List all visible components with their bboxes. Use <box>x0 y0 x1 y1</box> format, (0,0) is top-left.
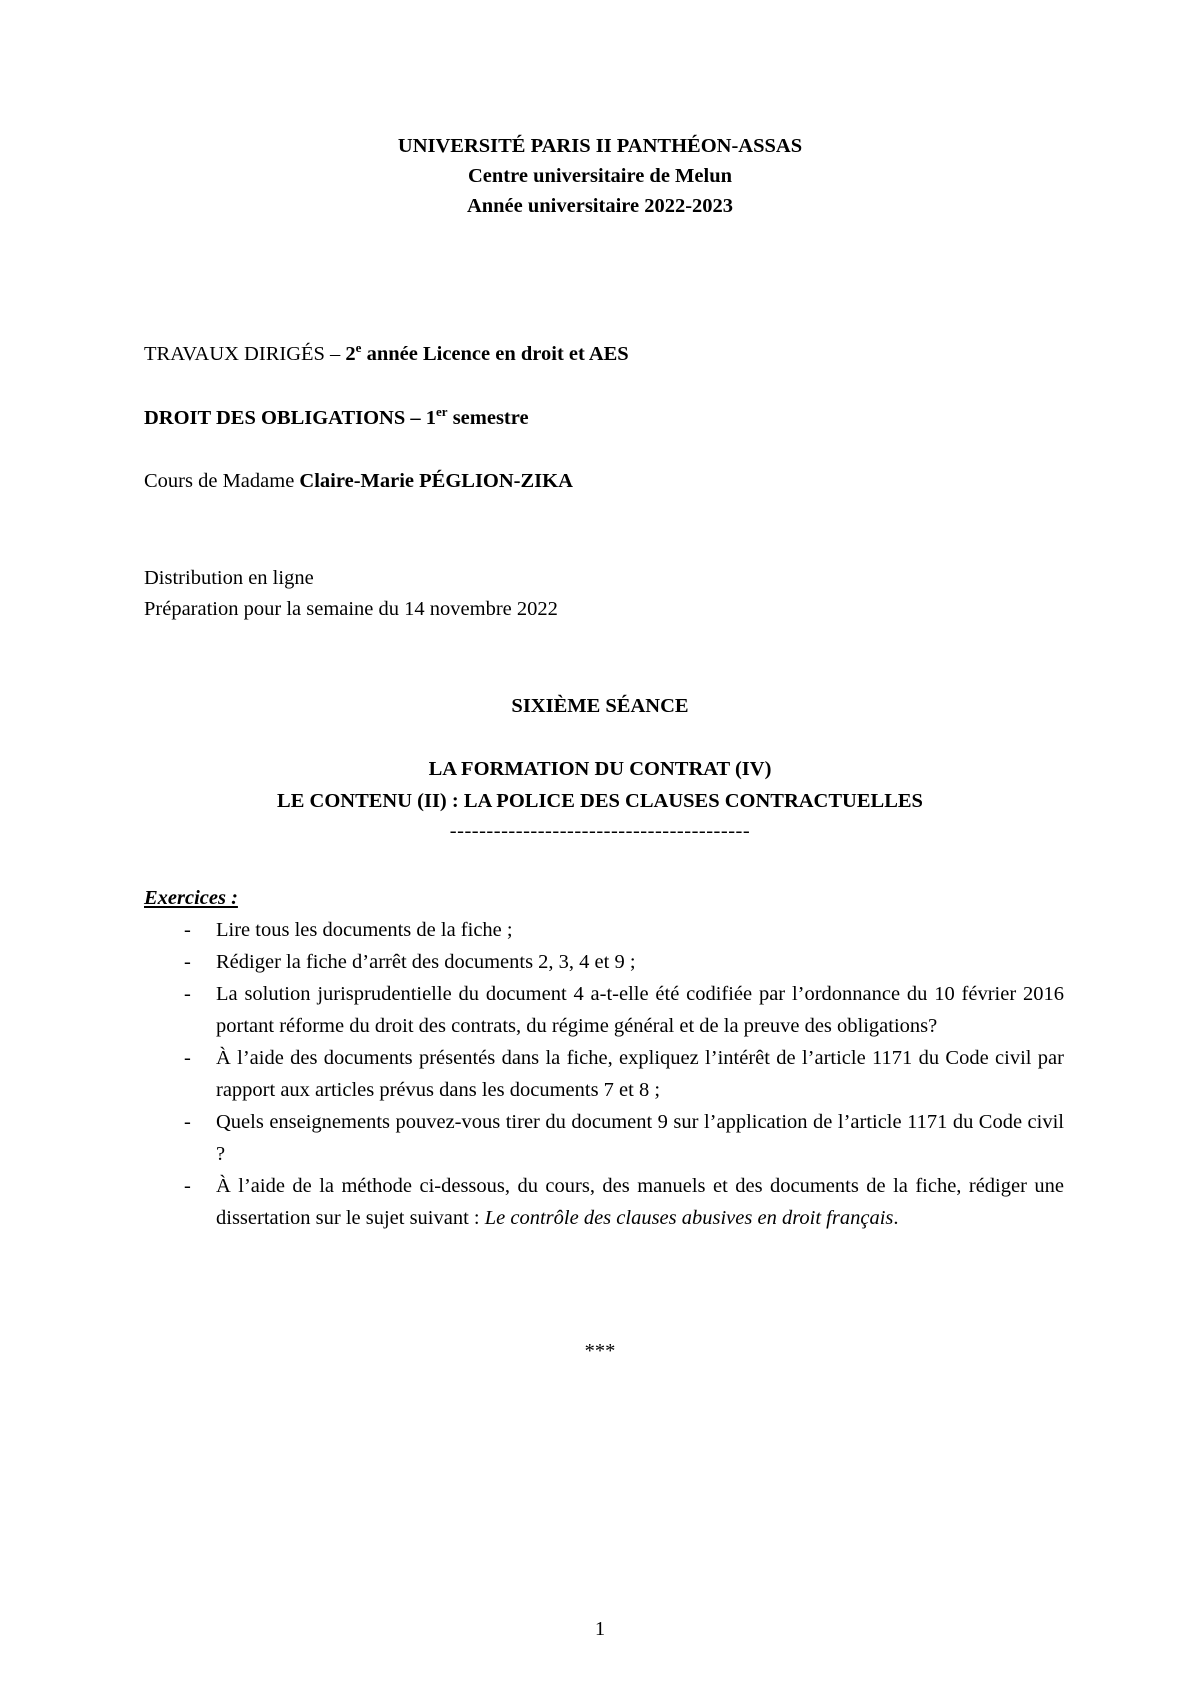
list-item-text: À l’aide des documents présentés dans la fiche, expliquez l’intérêt de l’article 1171 du Code civil par rapport aux articles prévus dans les documents 7 et 8 ; <box>216 1047 1064 1101</box>
academic-year: Année universitaire 2022-2023 <box>466 195 734 217</box>
page-number: 1 <box>594 1618 606 1640</box>
exercises-section <box>144 882 1064 1229</box>
list-item-text: Quels enseignements pouvez-vous tirer du document 9 sur l’application de l’article 1171 du Code civil ? <box>216 1111 1064 1165</box>
preparation-date: Préparation pour la semaine du 14 novembre 2022 <box>144 598 558 620</box>
td-sup: e <box>355 340 362 356</box>
teacher-prefix: Cours de Madame <box>144 470 300 492</box>
list-item-end: . <box>893 1207 899 1229</box>
bullet-dash: - <box>184 1047 191 1069</box>
teacher-name: Claire-Marie PÉGLION-ZIKA <box>299 470 573 492</box>
dissertation-subject: Le contrôle des clauses abusives en droit français <box>484 1207 894 1229</box>
bullet-dash: - <box>184 1111 191 1133</box>
university-name: UNIVERSITÉ PARIS II PANTHÉON-ASSAS <box>397 135 803 157</box>
list-item <box>144 1170 1064 1234</box>
td-rest: année Licence en droit et AES <box>361 343 629 365</box>
td-num: 2 <box>345 343 356 365</box>
distribution-mode: Distribution en ligne <box>144 567 314 589</box>
teacher-line <box>144 465 573 497</box>
bullet-dash: - <box>184 951 191 973</box>
list-item <box>144 978 1064 1042</box>
list-item <box>144 1042 1064 1106</box>
seance-title-2: LE CONTENU (II) : LA POLICE DES CLAUSES CONTRACTUELLES <box>277 790 923 812</box>
centre-name: Centre universitaire de Melun <box>468 165 732 187</box>
bullet-dash: - <box>184 983 191 1005</box>
list-item-text: Rédiger la fiche d’arrêt des documents 2, 3, 4 et 9 ; <box>216 951 636 973</box>
subject-name: DROIT DES OBLIGATIONS – 1 <box>144 407 437 429</box>
td-prefix: TRAVAUX DIRIGÉS – <box>144 343 346 365</box>
list-item <box>144 1106 1064 1170</box>
list-item-text: À l’aide de la méthode ci-dessous, du cours, des manuels et des documents de la fiche, rédiger une dissertation sur le sujet suivant : <box>216 1175 1064 1229</box>
exercises-list <box>144 914 1064 1234</box>
list-item-text: Lire tous les documents de la fiche ; <box>216 919 513 941</box>
separator-line: ----------------------------------------- <box>449 820 751 842</box>
exercises-heading: Exercices : <box>144 887 238 909</box>
seance-title-1: LA FORMATION DU CONTRAT (IV) <box>428 758 772 780</box>
seance-number: SIXIÈME SÉANCE <box>511 695 689 717</box>
stars-separator: *** <box>584 1340 616 1362</box>
list-item-text: La solution jurisprudentielle du document 4 a-t-elle été codifiée par l’ordonnance du 10 février 2016 portant réforme du droit des contrats, du régime général et de la preuve des obligations? <box>216 983 1064 1037</box>
bullet-dash: - <box>184 919 191 941</box>
list-item <box>144 946 1064 978</box>
subject-rest: semestre <box>447 407 529 429</box>
subject-line <box>144 402 529 434</box>
bullet-dash: - <box>184 1175 191 1197</box>
td-line <box>144 338 629 370</box>
subject-sup: er <box>436 404 448 420</box>
list-item <box>144 914 1064 946</box>
